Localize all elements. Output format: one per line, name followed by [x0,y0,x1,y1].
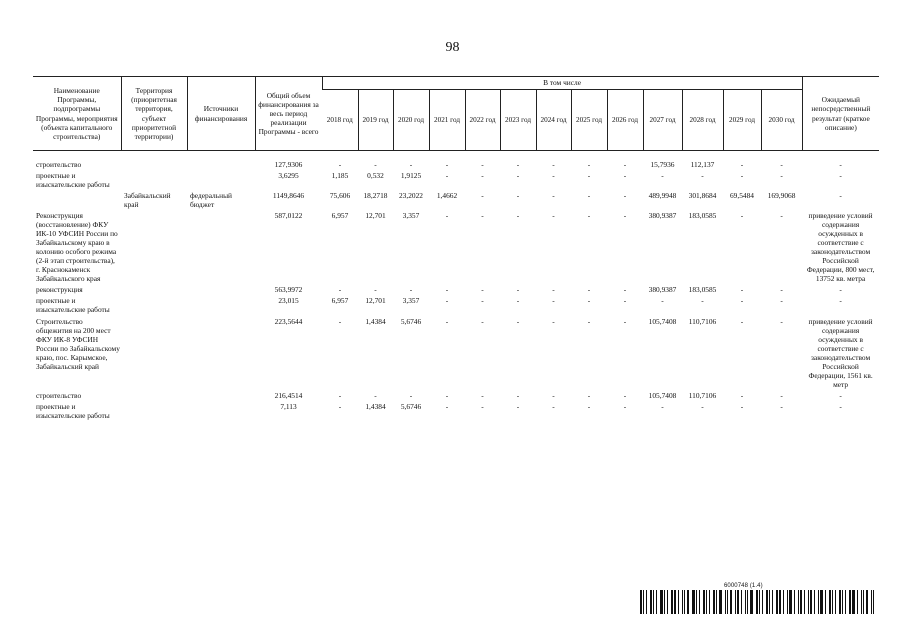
row-source [187,401,255,421]
row-year-value: - [338,390,342,400]
row-year-value: - [481,390,484,400]
barcode-stripe [798,590,799,614]
barcode-stripe [678,590,679,614]
barcode-stripe [808,590,809,614]
barcode-stripe [716,590,717,614]
row-year-value: - [552,171,555,181]
row-year-value: - [552,390,555,400]
row-year-value: 6,957 [331,296,349,306]
row-year-value: - [623,316,627,326]
row-year-value: 69,5484 [729,191,755,201]
row-year-value: - [740,160,744,169]
barcode-stripe [709,590,710,614]
row-year-value: - [445,171,449,181]
row-year-value: - [780,316,783,326]
row-year-value: - [623,401,627,411]
barcode-stripe [839,590,841,614]
row-year-value: - [516,160,520,169]
barcode-stripe [873,590,874,614]
header-name: Наименование Программы, подпрограммы Программы, мероприятия (объекта капитального строительства) [33,77,121,151]
barcode-stripe [866,590,868,614]
row-year-value: - [587,160,591,169]
row-year-value: 110,7106 [688,316,717,326]
header-year: 2023 год [500,90,536,151]
row-result: приведение условий содержания осужденных в соответствие с законодательством Российской Федерации, 1561 кв. метр [808,316,873,389]
barcode-stripe [756,590,758,614]
row-total: 1149,8646 [272,191,305,201]
barcode-stripe [772,590,773,614]
row-year-value: 23,2022 [398,191,424,201]
row-year-value: 183,0585 [688,211,717,221]
row-year-value: - [587,211,591,221]
row-result: приведение условий содержания осужденных в соответствие с законодательством Российской Федерации, 800 мест, 13752 кв. метра [806,211,875,284]
barcode-stripe [787,590,788,614]
row-year-value: - [374,390,377,400]
row-year-value: 169,9068 [767,191,796,201]
row-year-value: - [445,401,449,411]
barcode-stripe [660,590,663,614]
table-row [33,284,879,295]
row-territory [121,390,187,401]
row-year-value: - [516,211,520,221]
row-year-value: - [552,160,555,169]
row-year-value: 0,532 [367,171,384,181]
row-year-value: - [481,285,484,295]
row-year-value: 5,6746 [400,401,422,411]
header-year: 2020 год [393,90,429,151]
row-year-value: - [445,316,449,326]
row-year-value: 1,4384 [365,316,386,326]
row-year-value: - [481,191,484,201]
row-year-value: - [445,285,449,295]
barcode-stripe [832,590,833,614]
row-year-value: - [661,296,664,306]
row-year-value: - [481,160,484,169]
header-year: 2022 год [465,90,500,151]
row-year-value: - [374,285,377,295]
row-year-value: - [516,401,520,411]
barcode-stripe [653,590,654,614]
row-total: 223,5644 [274,316,303,326]
row-result: - [839,285,842,295]
barcode-stripe [820,590,823,614]
row-year-value: - [516,390,520,400]
barcode-stripe [727,590,728,614]
barcode-stripe [745,590,746,614]
row-year-value: - [338,316,342,326]
row-year-value: 1,9125 [400,171,422,181]
row-name: реконструкция [36,285,83,295]
header-year: 2027 год [643,90,682,151]
row-territory [121,284,187,295]
row-year-value: 380,9387 [648,211,677,221]
barcode-stripe [725,590,726,614]
row-year-value: - [780,171,783,181]
header-source: Источники финансирования [187,77,255,151]
barcode-stripe [750,590,753,614]
row-year-value: 105,7408 [648,316,677,326]
barcode-stripe [829,590,831,614]
header-year: 2026 год [607,90,643,151]
table-row [33,295,879,315]
row-year-value: - [481,401,484,411]
barcode-stripe [684,590,685,614]
row-name [33,190,121,210]
barcode-stripe [696,590,697,614]
row-year-value: - [552,401,555,411]
row-territory [121,210,187,284]
row-year-value: 15,7936 [650,160,675,169]
row-source [187,159,255,170]
barcode-stripe [762,590,763,614]
row-year-value: - [516,171,520,181]
barcode-stripe [861,590,862,614]
barcode-stripe [643,590,644,614]
barcode-stripe [789,590,792,614]
row-year-value: 183,0585 [688,285,717,295]
barcode [640,590,878,614]
row-territory [121,170,187,190]
row-name: строительство [36,390,82,400]
barcode-stripe [814,590,815,614]
row-year-value: - [780,211,783,221]
table-row [33,170,879,190]
barcode-stripe [857,590,858,614]
row-year-value: - [587,296,591,306]
table-row [33,210,879,284]
row-year-value: - [445,211,449,221]
barcode-stripe [747,590,748,614]
barcode-stripe [863,590,864,614]
header-result: Ожидаемый непосредственный результат (краткое описание) [802,77,879,151]
row-year-value: 1,4384 [365,401,386,411]
row-source [187,170,255,190]
row-year-value: 105,7408 [648,390,677,400]
row-total: 7,113 [280,401,297,411]
barcode-stripe [706,590,707,614]
row-year-value: - [623,390,627,400]
row-year-value: - [740,296,744,306]
row-year-value: - [740,316,744,326]
row-year-value: - [338,285,342,295]
barcode-stripe [871,590,872,614]
row-year-value: - [623,191,627,201]
barcode-stripe [852,590,855,614]
barcode-stripe [692,590,695,614]
row-year-value: - [338,401,342,411]
row-year-value: - [338,160,342,169]
row-year-value: 12,701 [365,296,386,306]
barcode-stripe [783,590,784,614]
row-year-value: - [481,296,484,306]
row-year-value: - [516,285,520,295]
row-year-value: 3,357 [402,211,420,221]
barcode-stripe [800,590,802,614]
financing-table [33,76,879,421]
row-total: 127,9306 [274,160,303,169]
table-row [33,159,879,170]
row-source [187,390,255,401]
row-year-value: - [701,296,704,306]
barcode-stripe [794,590,795,614]
row-year-value: - [587,401,591,411]
barcode-number: 6000748 (1.4) [724,583,763,589]
row-year-value: - [409,285,413,295]
row-year-value: - [701,171,704,181]
row-year-value: 3,357 [402,296,420,306]
row-name: проектные и изыскательские работы [36,171,110,190]
row-year-value: 18,2718 [363,191,388,201]
row-total: 23,015 [278,296,299,306]
barcode-stripe [766,590,768,614]
header-including: В том числе [322,77,802,90]
header-year: 2019 год [358,90,393,151]
table-row [33,401,879,421]
row-year-value: - [409,160,413,169]
row-name: Реконструкция (восстановление) ФКУ ИК-10 УФСИН России по Забайкальскому краю в колонию особого режима (2-й этап строительства), г. Краснокаменск Забайкальского края [36,211,118,284]
barcode-stripe [769,590,770,614]
row-year-value: 75,606 [329,191,351,201]
row-year-value: - [445,390,449,400]
row-result: - [839,390,842,400]
row-year-value: - [623,285,627,295]
barcode-stripe [713,590,715,614]
row-year-value: - [780,285,783,295]
row-year-value: 301,8684 [688,191,717,201]
row-source: федеральный бюджет [190,191,232,210]
row-result: - [839,160,842,169]
row-total: 563,9972 [274,285,303,295]
row-territory: Забайкальский край [124,191,171,210]
row-year-value: - [701,401,704,411]
row-year-value: 110,7106 [688,390,717,400]
row-year-value: - [445,160,449,169]
row-year-value: - [780,160,783,169]
row-year-value: - [661,171,664,181]
row-year-value: - [587,316,591,326]
row-year-value: - [552,316,555,326]
barcode-stripe [667,590,668,614]
barcode-stripe [719,590,722,614]
row-year-value: - [623,296,627,306]
row-year-value: - [780,401,783,411]
barcode-stripe [737,590,739,614]
row-total: 587,0122 [274,211,303,221]
row-year-value: - [445,296,449,306]
row-year-value: - [516,316,520,326]
row-year-value: 1,185 [331,171,349,181]
row-result: - [839,401,842,411]
barcode-stripe [703,590,705,614]
barcode-stripe [640,590,642,614]
row-name: строительство [36,160,82,169]
barcode-stripe [730,590,732,614]
barcode-stripe [849,590,851,614]
barcode-stripe [671,590,673,614]
table-row [33,190,879,210]
row-year-value: 112,137 [690,160,715,169]
row-year-value: - [740,285,744,295]
barcode-stripe [779,590,781,614]
barcode-stripe [804,590,805,614]
row-source [187,316,255,390]
row-year-value: - [740,171,744,181]
header-year: 2030 год [761,90,802,151]
table-body [33,151,879,421]
row-year-value: - [587,191,591,201]
row-year-value: - [740,390,744,400]
row-source [187,284,255,295]
header-year: 2025 год [571,90,607,151]
row-year-value: 5,6746 [400,316,422,326]
barcode-stripe [759,590,760,614]
row-year-value: - [623,160,627,169]
barcode-stripe [682,590,683,614]
barcode-stripe [664,590,665,614]
barcode-stripe [687,590,689,614]
barcode-stripe [825,590,826,614]
row-year-value: 12,701 [365,211,386,221]
header-total: Общий объем финансирования за весь период реализации Программы - всего [255,77,322,151]
row-result: - [839,296,842,306]
row-year-value: - [481,171,484,181]
barcode-stripe [646,590,647,614]
header-year: 2018 год [322,90,358,151]
row-name: проектные и изыскательские работы [36,401,110,420]
row-year-value: - [623,211,627,221]
row-result: - [839,171,842,181]
barcode-stripe [818,590,819,614]
row-year-value: - [587,171,591,181]
row-territory [121,401,187,421]
barcode-stripe [650,590,652,614]
barcode-stripe [810,590,812,614]
barcode-stripe [845,590,846,614]
row-year-value: - [740,401,744,411]
row-year-value: - [409,390,413,400]
row-year-value: - [780,296,783,306]
barcode-stripe [735,590,736,614]
row-year-value: - [661,401,664,411]
row-result: - [839,191,842,201]
barcode-stripe [741,590,742,614]
header-year: 2029 год [723,90,761,151]
row-year-value: - [552,191,555,201]
row-total: 216,4514 [274,390,303,400]
table-row [33,316,879,390]
row-territory [121,316,187,390]
table-row [33,390,879,401]
barcode-stripe [842,590,843,614]
barcode-stripe [699,590,700,614]
row-year-value: - [587,390,591,400]
barcode-stripe [674,590,676,614]
row-year-value: - [374,160,377,169]
header-year: 2024 год [536,90,571,151]
barcode-stripe [656,590,657,614]
row-territory [121,295,187,315]
row-territory [121,159,187,170]
page-number: 98 [445,40,460,55]
row-year-value: 380,9387 [648,285,677,295]
row-year-value: - [740,211,744,221]
row-year-value: - [481,211,484,221]
barcode-stripe [776,590,778,614]
row-year-value: - [587,285,591,295]
row-year-value: - [552,285,555,295]
row-year-value: - [552,211,555,221]
row-year-value: - [780,390,783,400]
header-territory: Территория (приоритетная территория, субъект приоритетной территории) [121,77,187,151]
row-total: 3,6295 [278,171,299,181]
row-year-value: - [623,171,627,181]
row-year-value: - [516,296,520,306]
row-name: проектные и изыскательские работы [36,296,110,315]
row-name: Строительство общежития на 200 мест ФКУ ИК-8 УФСИН России по Забайкальскому краю, пос. Карымское, Забайкальский край [36,316,120,371]
header-year: 2021 год [429,90,465,151]
row-source [187,210,255,284]
row-year-value: - [481,316,484,326]
table-header [33,77,879,151]
row-year-value: - [552,296,555,306]
row-year-value: 6,957 [331,211,349,221]
row-source [187,295,255,315]
row-year-value: 1,4662 [436,191,458,201]
barcode-stripe [835,590,836,614]
row-year-value: - [516,191,520,201]
row-year-value: 489,9948 [648,191,677,201]
header-year: 2028 год [682,90,723,151]
